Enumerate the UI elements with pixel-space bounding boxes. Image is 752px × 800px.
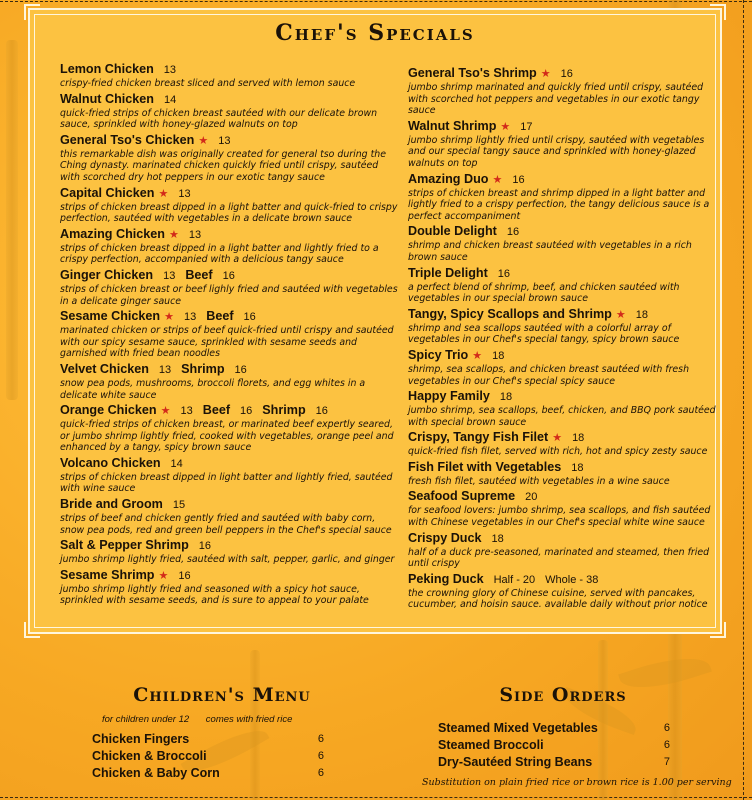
spicy-star-icon: ★ [160,405,171,418]
menu-item-variant-name: Shrimp [181,361,225,376]
menu-item [60,268,400,307]
chefs-specials-right-column [408,66,716,613]
menu-item-heading [408,224,716,240]
menu-item-variant-name: Beef [206,309,234,324]
menu-item-description: strips of chicken breast dipped in a light batter and lightly fried to a crispy perfection, accompanied with a delicious tangy sauce [60,242,379,266]
menu-row-price: 6 [317,767,324,779]
menu-item-price: 16 [497,267,511,280]
menu-item [408,460,716,488]
menu-item [60,92,400,131]
spicy-star-icon: ★ [158,569,169,582]
menu-item-name: Lemon Chicken [60,62,154,76]
menu-item [408,224,716,263]
menu-item [60,309,400,360]
menu-item-price: 13 [163,269,176,282]
menu-item-description: shrimp and sea scallops sautéed with a colorful array of vegetables in our Chef's special tangy, spicy brown sauce [408,322,680,346]
menu-item [408,266,716,305]
menu-item-name: Amazing Chicken [60,226,165,241]
menu-item-price: 20 [525,491,538,504]
menu-item-variant-name: Shrimp [262,403,306,418]
menu-item-name: Triple Delight [408,265,488,280]
menu-item-description: quick-fried strips of chicken breast, or marinated beef expertly seared, or jumbo shrimp lightly fried, cooked with vegetables, orange peel and enhanced by a tangy, spicy brown sauce [60,419,394,454]
childrens-menu-note [102,714,352,725]
menu-row-price: 6 [663,739,670,751]
bamboo-decoration [6,40,18,400]
menu-item-name: Crispy, Tangy Fish Filet [408,430,549,445]
menu-item-description: strips of chicken breast or beef lighly fried and sautéed with vegetables in a delicate ginger sauce [60,283,398,307]
menu-item-name: Bride and Groom [60,497,163,512]
menu-item-price: 15 [172,499,186,512]
menu-item-price: 17 [520,120,533,133]
menu-item-name: Happy Family [408,389,490,404]
chefs-specials-left-column [60,62,400,609]
menu-item [60,497,400,536]
cut-line-bottom [0,797,752,798]
menu-item-description: marinated chicken or strips of beef quick-fried until crispy and sautéed with our spicy sesame sauce, sprinkled with sesame seeds and garnished with fried bean noodles [60,325,394,360]
menu-row-price: 6 [663,722,670,734]
menu-item-description: snow pea pods, mushrooms, broccoli florets, and egg whites in a delicate white sauce [60,377,366,401]
menu-item-heading [60,227,400,243]
menu-item-variant-name: Beef [202,403,231,418]
menu-item [408,348,716,387]
menu-item-heading [408,489,716,505]
menu-item-variant-price: 16 [243,311,256,324]
spicy-star-icon: ★ [158,187,169,200]
menu-item-description: strips of beef and chicken gently fried and sautéed with baby corn, snow pea pods, red and green bell peppers in the Chef's special sauce [60,513,392,536]
menu-row-name: Dry-Sautéed String Beans [438,755,593,769]
menu-item-description: shrimp and chicken breast sautéed with vegetables in a rich brown sauce [408,240,692,263]
side-orders-title: Side Orders [499,684,627,706]
menu-item [408,172,716,223]
childrens-menu-section [92,684,352,782]
menu-item [60,186,400,225]
menu-row [92,731,324,748]
menu-item-description: jumbo shrimp marinated and quickly fried until crispy, sautéed with scorched hot peppers and vegetables in our exotic tangy sauce [408,82,704,117]
menu-item-price: 18 [499,391,513,404]
menu-row [92,765,324,782]
menu-item-name: Capital Chicken [60,185,155,200]
menu-item-description: strips of chicken breast dipped in a light batter and quick-fried to crispy perfection, sautéed with vegetables in a delicate brown sauce [60,201,398,225]
menu-item [60,568,400,607]
menu-item-description: strips of chicken breast and shrimp dipped in a light batter and lightly fried to a crispy perfection, the tangy delicious sauce is a perfect accompaniment [408,187,710,222]
menu-item-description: the crowning glory of Chinese cuisine, served with pancakes, cucumber, and hoisin sauce. available daily without prior notice [408,587,708,611]
menu-item-name: Velvet Chicken [60,361,149,376]
menu-item-name: Sesame Shrimp [60,567,155,582]
cut-line-right [743,0,744,800]
menu-item-description: quick-fried fish filet, served with rich, hot and spicy zesty sauce [408,446,708,458]
menu-row-price: 6 [317,750,324,762]
menu-item-price: 13 [188,228,202,241]
childrens-menu-title: Children's Menu [133,684,311,706]
spicy-star-icon: ★ [164,311,174,324]
menu-item-heading [60,403,400,419]
spicy-star-icon: ★ [472,349,483,362]
menu-row-name: Steamed Mixed Vegetables [438,721,598,735]
menu-item-heading [408,119,716,135]
frame-corner-ornament [24,622,40,638]
menu-item-description: quick-fried strips of chicken breast sautéed with our delicate brown sauce, sprinkled with honey-glazed walnuts on top [60,107,378,131]
menu-item-variant-price: 16 [240,405,253,418]
menu-item-name: Salt & Pepper Shrimp [60,538,189,553]
cut-line-top [0,1,752,2]
menu-item [408,531,716,570]
menu-item [60,538,400,566]
chefs-specials-title: Chef's Specials [275,20,475,46]
menu-item-heading [408,389,716,405]
chefs-specials-panel [28,8,722,634]
menu-item-description: crispy-fried chicken breast sliced and served with lemon sauce [60,78,356,89]
menu-item [60,227,400,266]
menu-item-description: for seafood lovers: jumbo shrimp, sea scallops, and fish sautéed with Chinese vegetables in our Chef's special white wine sauce [408,505,711,529]
menu-item-price: 14 [164,93,177,106]
menu-item-price: 18 [491,532,504,545]
menu-item-name: General Tso's Shrimp [408,66,537,80]
menu-item [60,362,400,401]
frame-corner-ornament [710,4,726,20]
menu-item-description: strips of chicken breast dipped in light batter and lightly fried, sautéed with wine sauce [60,471,393,495]
menu-item [408,572,716,611]
menu-item-description: this remarkable dish was originally created for general tso during the Ching dynasty. marinated chicken quickly fried until crispy, sautéed with scorched dry hot peppers in our exotic tangy sauce [60,148,386,183]
spicy-star-icon: ★ [615,308,626,321]
substitution-note: Substitution on plain fried rice or brown rice is 1.00 per serving [422,777,732,788]
menu-row-price: 7 [663,756,670,768]
menu-row-name: Steamed Broccoli [438,738,544,752]
menu-row [438,754,670,771]
childrens-menu-list [92,731,324,782]
menu-item-heading [60,62,400,78]
menu-item-description: jumbo shrimp lightly fried until crispy, sautéed with vegetables and our special tangy sauce and sprinkled with honey-glazed walnuts on top [408,134,705,169]
menu-item-price: 13 [178,187,191,200]
menu-item-price: 16 [198,540,212,553]
spicy-star-icon: ★ [168,228,179,241]
menu-item-heading [60,133,400,149]
menu-item-description: shrimp, sea scallops, and chicken breast sautéed with fresh vegetables in our Chef's special spicy sauce [408,363,690,387]
menu-item-name: Orange Chicken [60,403,157,418]
menu-item-variant-price: 16 [315,405,328,418]
menu-item-price: 18 [492,349,505,362]
menu-item-variant-price: 16 [222,269,235,282]
menu-item [408,66,716,117]
menu-item [60,403,400,454]
side-orders-list [438,720,670,771]
menu-item-heading [60,568,400,584]
menu-item-description: jumbo shrimp lightly fried and seasoned with a spicy hot sauce, sprinkled with sesame seeds, and is sure to appeal to your palate [60,583,369,607]
menu-item-variant-name: Beef [185,267,213,282]
menu-item-price: 16 [560,68,573,80]
menu-item-price: 16 [512,173,525,186]
menu-item-price: 13 [163,64,177,76]
menu-row-name: Chicken & Broccoli [92,749,207,763]
menu-item-heading [60,309,400,325]
spicy-star-icon: ★ [500,120,511,133]
menu-item-price: 18 [635,308,649,321]
menu-item-name: Walnut Shrimp [408,118,497,133]
menu-item-name: Volcano Chicken [60,455,161,470]
side-orders-section [422,684,738,788]
menu-item-name: Sesame Chicken [60,309,161,324]
menu-item-description: fresh fish filet, sautéed with vegetables in a wine sauce [408,475,670,487]
menu-item-price: 18 [571,461,584,474]
menu-item [408,307,716,346]
menu-item-description: half of a duck pre-seasoned, marinated and steamed, then fried until crispy [408,546,710,570]
menu-item-price: 18 [572,432,585,445]
spicy-star-icon: ★ [198,134,209,147]
menu-item-heading [408,66,716,82]
spicy-star-icon: ★ [552,432,563,445]
menu-item-heading [408,572,716,588]
menu-item-description: jumbo shrimp, sea scallops, beef, chicken, and BBQ pork sautéed with special brown sauce [408,405,716,428]
menu-item-heading [408,531,716,547]
menu-row-name: Chicken Fingers [92,732,190,746]
childrens-menu-rice-note: comes with fried rice [205,714,293,725]
menu-item-name: Fish Filet with Vegetables [408,459,562,474]
frame-corner-ornament [24,4,40,20]
menu-item-name: Ginger Chicken [60,267,154,282]
menu-item-description: jumbo shrimp lightly fried, sautéed with salt, pepper, garlic, and ginger [60,554,395,566]
menu-item-price-variant: Whole - 38 [545,573,599,586]
menu-item-heading [60,497,400,513]
childrens-menu-age-note: for children under 12 [102,714,190,725]
menu-row-price: 6 [317,733,324,745]
menu-item-name: Spicy Trio [408,347,469,362]
menu-item-name: Peking Duck [408,571,484,586]
menu-item-name: Seafood Supreme [408,489,516,504]
menu-item-name: Walnut Chicken [60,91,154,106]
menu-item-name: Crispy Duck [408,530,482,545]
frame-corner-ornament [710,622,726,638]
menu-item-price: 14 [170,457,183,470]
menu-item-name: Amazing Duo [408,171,489,186]
menu-item [408,489,716,528]
menu-item [408,389,716,428]
menu-item-name: Double Delight [408,224,497,239]
menu-item-heading [408,460,716,476]
menu-item-heading [60,268,400,284]
menu-row [438,737,670,754]
menu-item-heading [60,92,400,108]
menu-item-price: Half - 20 [493,573,536,586]
menu-item-price: 13 [218,134,231,147]
menu-item-price: 13 [180,405,193,418]
spicy-star-icon: ★ [492,173,503,186]
menu-item [60,62,400,90]
menu-row [438,720,670,737]
menu-item-description: a perfect blend of shrimp, beef, and chicken sautéed with vegetables in our special brown sauce [408,281,680,305]
menu-row-name: Chicken & Baby Corn [92,766,220,780]
menu-row [92,748,324,765]
menu-item [408,430,716,458]
menu-item-heading [408,307,716,323]
menu-item-heading [408,348,716,364]
menu-item-price: 16 [506,226,520,239]
menu-item-heading [408,172,716,188]
menu-item-heading [408,430,716,446]
menu-item [60,456,400,495]
menu-item-name: General Tso's Chicken [60,132,195,147]
menu-item-price: 13 [158,363,172,376]
menu-item [408,119,716,170]
menu-item-variant-price: 16 [234,363,247,376]
menu-item-price: 16 [178,569,191,582]
menu-item-heading [408,266,716,282]
menu-item [60,133,400,184]
menu-item-heading [60,538,400,554]
spicy-star-icon: ★ [540,68,551,80]
menu-item-heading [60,362,400,378]
menu-item-name: Tangy, Spicy Scallops and Shrimp [408,306,612,321]
menu-item-heading [60,456,400,472]
menu-item-price: 13 [183,311,197,324]
menu-item-heading [60,186,400,202]
